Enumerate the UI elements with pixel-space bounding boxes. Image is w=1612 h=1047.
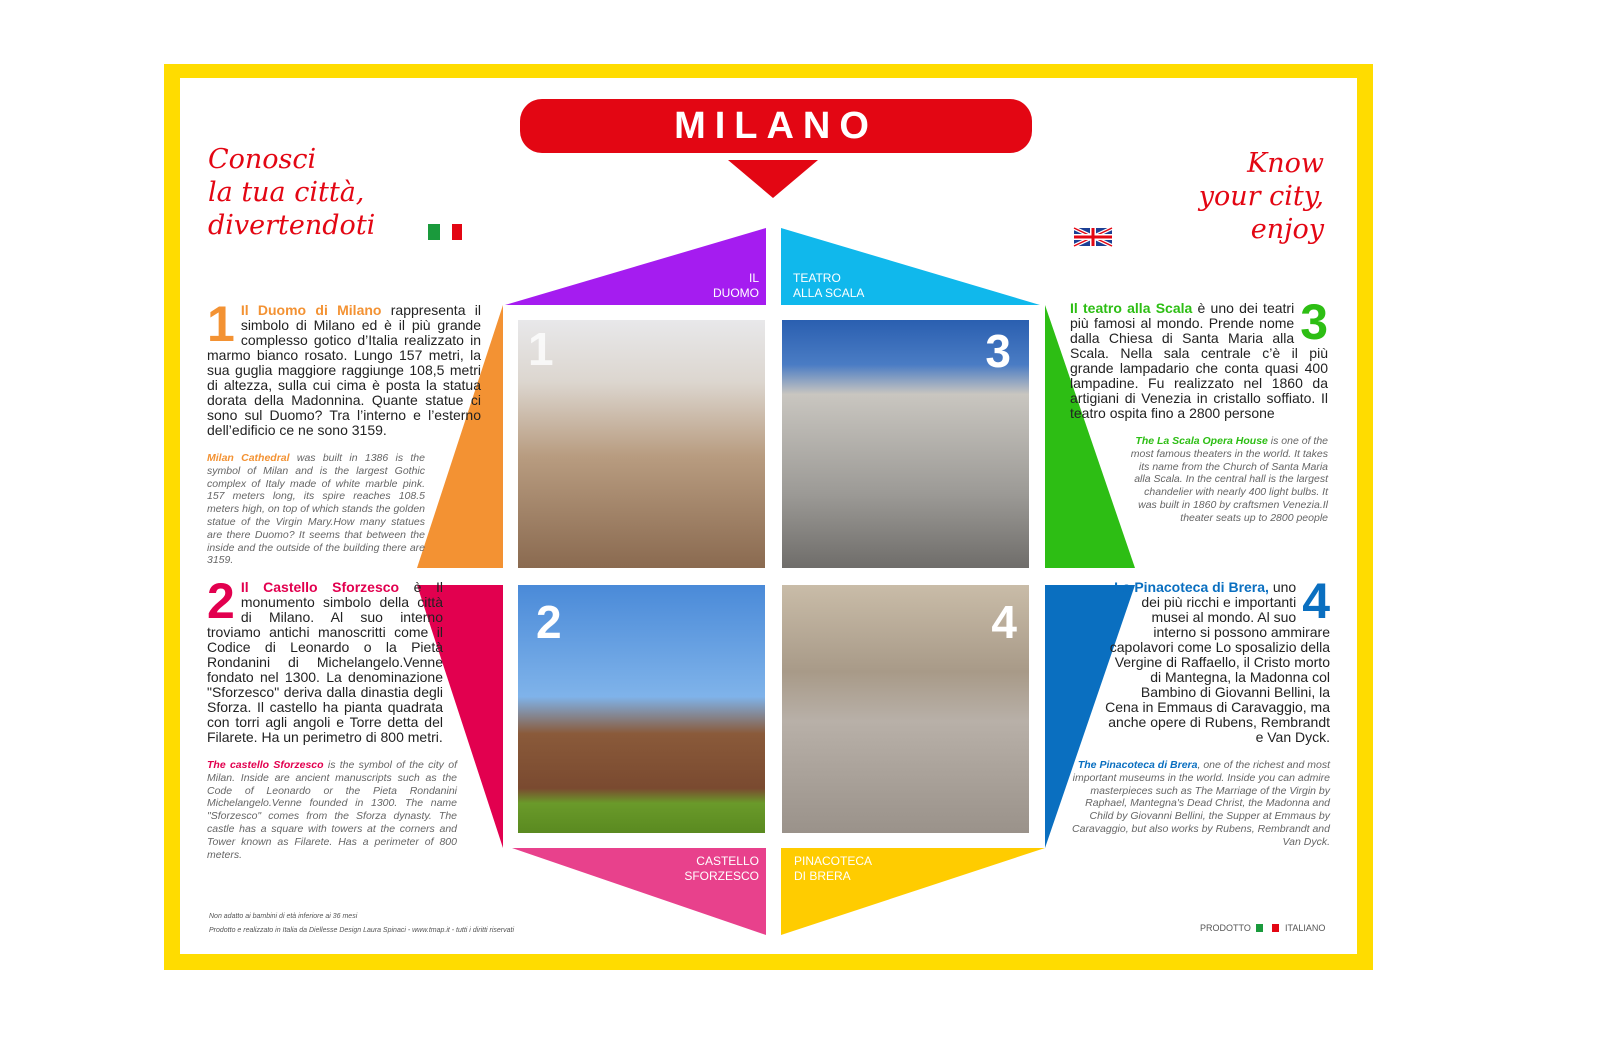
page-title: MILANO — [520, 99, 1032, 153]
uk-flag-icon — [1074, 228, 1112, 246]
section-castello — [207, 573, 457, 861]
made-in-italy-flag-icon — [1256, 924, 1279, 932]
text-english: The Pinacoteca di Brera, one of the richest and most important museums in the world. Inside you can admire masterpieces such as The Marriage of the Virgin by Raphael, Mantegna's Dead Christ, the Madonna and Child by Giovanni Bellini, the Supper at Emmaus by Caravaggio, but also works by Rubens, Rembrandt and Van Dyck. — [1072, 759, 1330, 848]
text-english: The La Scala Opera House is one of the most famous theaters in the world. It takes its name from the Church of Santa Maria alla Scala. In the central hall is the largest chandelier with nearly 400 light bulbs. It was built in 1860 by craftsmen Venezia.Il theater seats up to 2800 people — [1130, 435, 1328, 524]
photo-duomo: 1 — [518, 320, 765, 568]
section-scala — [1070, 294, 1328, 525]
label-duomo: IL DUOMO — [713, 271, 759, 300]
photo-castello: 2 — [518, 585, 765, 833]
tagline-line: la tua città, — [208, 177, 365, 208]
text-italian: 2 Il Castello Sforzesco è Il monumento simbolo della città di Milano. Al suo interno troviamo antichi manoscritti come il Codice di Leonardo o la Pietà Rondanini di Michelangelo.Venne fondato nel 1300. La denominazione "Sforzesco" deriva dalla dinastia degli Sforza. Il castello ha pianta quadrata con torri agli angoli e Torre detta del Filarete. Ha un perimetro di 800 metri. — [207, 573, 443, 745]
text-italian: 1 Il Duomo di Milano rappresenta il simbolo di Milano ed è il più grande complesso gotico d’Italia realizzato in marmo bianco rosato. Lungo 157 metri, la sua guglia maggiore raggiunge 108,5 metri di altezza, sulla cui cima è posta la statua dorata della Madonnina. Quante statue ci sono sul Duomo? Tra l’interno e l’esterno dell’edificio ce ne sono 3159. — [207, 296, 481, 438]
tagline-italian — [208, 143, 375, 242]
text-italian: 4 La Pinacoteca di Brera, uno dei più ricchi e importanti musei al mondo. Al suo interno si possono ammirare capolavori come Lo sposalizio della Vergine di Raffaello, il Cristo morto di Mantegna, la Madonna col Bambino di Giovanni Bellini, la Cena in Emmaus di Caravaggio, ma anche opere di Rubens, Rembrandt e Van Dyck. — [1105, 573, 1330, 745]
label-castello: CASTELLO SFORZESCO — [684, 854, 759, 883]
section-duomo — [207, 296, 481, 567]
photo-scala: 3 — [782, 320, 1029, 568]
photo-brera: 4 — [782, 585, 1029, 833]
made-in-label: ITALIANO — [1285, 923, 1326, 933]
label-brera: PINACOTECA DI BRERA — [794, 854, 873, 883]
text-italian: 3 Il teatro alla Scala è uno dei teatri più famosi al mondo. Prende nome dalla Chiesa di Santa Maria alla Scala. Nella sala centrale c’è il più grande lampadario che conta quasi 400 lampadine. Fu realizzato nel 1860 da artigiani di Venezia in cristallo soffiato. Il teatro ospita fino a 2800 persone — [1070, 294, 1328, 421]
footer-credits: Prodotto e realizzato in Italia da Diellesse Design Laura Spinaci - www.tmap.it - tutti i diritti riservati — [209, 927, 515, 934]
text-english: The castello Sforzesco is the symbol of the city of Milan. Inside are ancient manuscripts such as the Code of Leonardo or the Pieta Rondanini Michelangelo.Venne founded in 1300. The name "Sforzesco" comes from the Sforza dynasty. The castle has a square with towers at the corners and Tower known as Filarete. Has a perimeter of 800 meters. — [207, 759, 457, 861]
tagline-line: divertendoti — [208, 210, 376, 241]
italy-flag-icon — [428, 224, 462, 240]
tagline-line: your city, — [1198, 181, 1324, 212]
section-brera — [1072, 573, 1330, 849]
tagline-line: enjoy — [1250, 214, 1324, 245]
tagline-line: Know — [1247, 148, 1324, 179]
title-arrow — [728, 160, 818, 198]
text-english: Milan Cathedral was built in 1386 is the symbol of Milan and is the largest Gothic complex of Italy made of white marble pink. 157 meters long, its spire reaches 108.5 meters high, on top of which stands the golden statue of the Virgin Mary.How many statues are there Duomo? It seems that between the inside and the outside of the building there are 3159. — [207, 452, 425, 567]
tagline-english — [1199, 147, 1324, 246]
footer-age-warning: Non adatto ai bambini di età inferiore ai 36 mesi — [209, 913, 358, 920]
tagline-line: Conosci — [208, 144, 317, 175]
label-scala: TEATRO ALLA SCALA — [793, 271, 865, 300]
made-in-label: PRODOTTO — [1200, 923, 1251, 933]
